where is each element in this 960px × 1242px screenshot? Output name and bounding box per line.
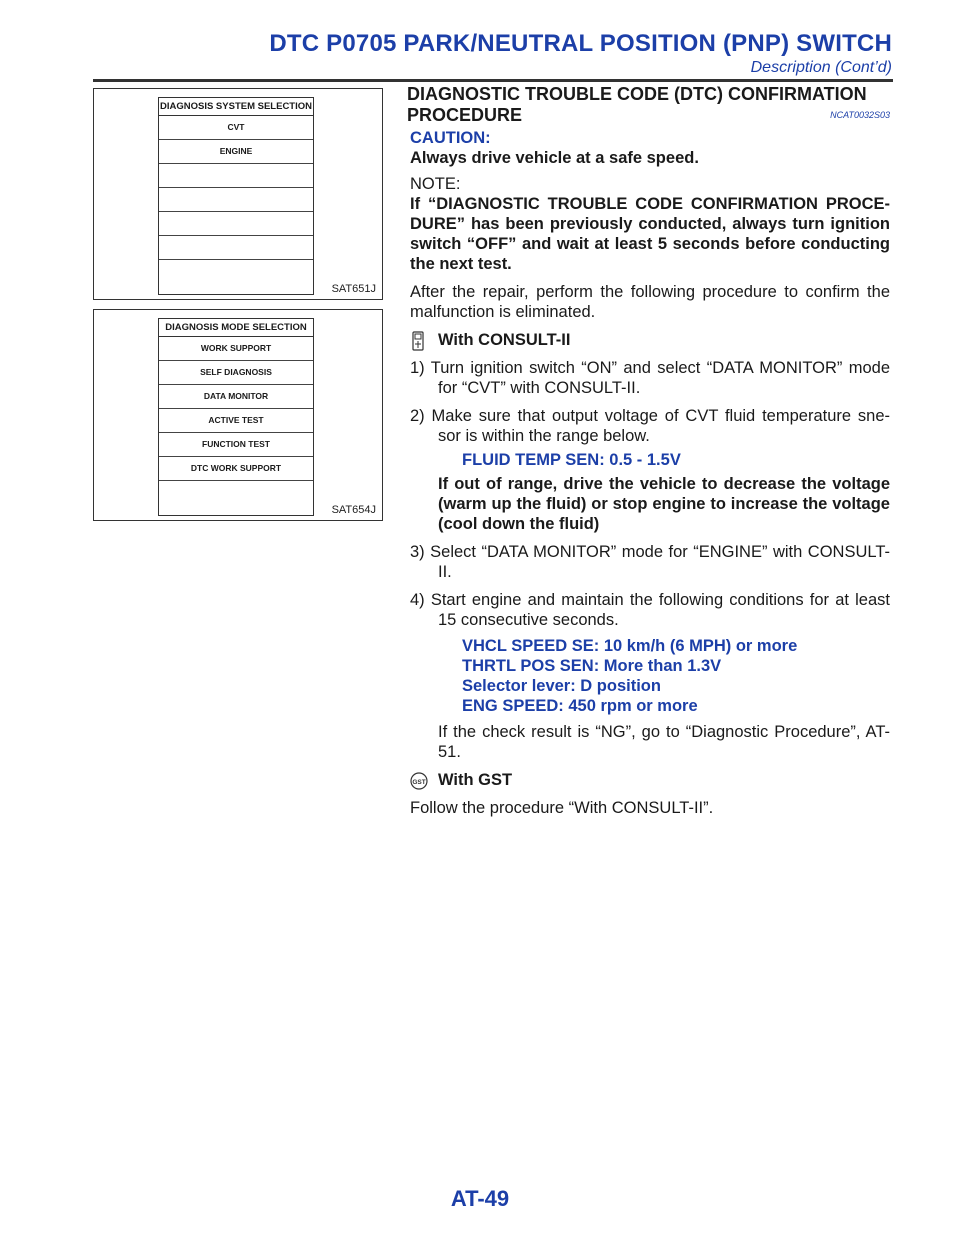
screen-row: CVT [159,116,313,140]
section-title: DTC P0705 PARK/NEUTRAL POSITION (PNP) SWITCH [269,30,892,57]
figure-diagnosis-system-selection [93,88,383,300]
screen-row: DATA MONITOR [159,385,313,409]
gst-icon [410,771,428,796]
gst-text: Follow the procedure “With CONSULT-II”. [410,799,714,817]
intro-paragraph: After the repair, perform the following procedure to confirm the malfunction is eliminated. [410,283,890,321]
condition-item: THRTL POS SEN: More than 1.3V [462,657,722,675]
step-3: 3) Select “DATA MONITOR” mode for “ENGINE” with CONSULT- II. [410,543,890,581]
svg-text:GST: GST [412,779,426,786]
screen-title: DIAGNOSIS MODE SELECTION [159,319,313,337]
screen-row [159,236,313,260]
screen-row [159,481,313,504]
procedure-content [407,84,890,818]
section-subtitle: Description (Cont’d) [750,59,892,76]
figure-caption: SAT651J [331,283,376,295]
condition-item: Selector lever: D position [462,677,661,695]
condition-item: VHCL SPEED SE: 10 km/h (6 MPH) or more [462,637,798,655]
note-text: If “DIAGNOSTIC TROUBLE CODE CONFIRMATION PROCE- DURE” has been previously conducted, always turn ignition switch “OFF” and wait at least 5 seconds before conducting the next test. [410,195,890,273]
screen-title: DIAGNOSIS SYSTEM SELECTION [159,98,313,116]
caution-label: CAUTION: [410,129,491,147]
note-label: NOTE: [410,175,461,193]
consult-screen [158,318,314,516]
screen-row [159,188,313,212]
spec-fluid-temp: FLUID TEMP SEN: 0.5 - 1.5V [462,451,681,469]
screen-row [159,260,313,283]
caution-text: Always drive vehicle at a safe speed. [410,149,699,167]
step-4: 4) Start engine and maintain the following conditions for at least 15 consecutive seconds. [410,591,890,629]
screen-row: ENGINE [159,140,313,164]
gst-mode-heading: GST With GST [410,770,890,790]
condition-item: ENG SPEED: 450 rpm or more [462,697,698,715]
procedure-heading: DIAGNOSTIC TROUBLE CODE (DTC) CONFIRMATION PROCEDURE NCAT0032S03 [407,84,890,125]
page-number: AT-49 [450,1186,510,1211]
header-rule [93,79,893,82]
consult-mode-heading: With CONSULT-II [410,330,890,350]
step-1: 1) Turn ignition switch “ON” and select “DATA MONITOR” mode for “CVT” with CONSULT-II. [410,359,890,397]
consult-screen [158,97,314,295]
screen-row: ACTIVE TEST [159,409,313,433]
screen-row: SELF DIAGNOSIS [159,361,313,385]
step-2-note: If out of range, drive the vehicle to decrease the voltage (warm up the fluid) or stop engine to increase the voltage (cool down the fluid) [438,475,890,533]
figure-caption: SAT654J [331,504,376,516]
screen-row [159,212,313,236]
screen-row: WORK SUPPORT [159,337,313,361]
figure-diagnosis-mode-selection [93,309,383,521]
screen-row: FUNCTION TEST [159,433,313,457]
check-result: If the check result is “NG”, go to “Diagnostic Procedure”, AT-51. [438,723,890,761]
reference-code: NCAT0032S03 [830,110,890,120]
screen-row [159,164,313,188]
consult-tester-icon [410,331,426,356]
step-2: 2) Make sure that output voltage of CVT fluid temperature sne- sor is within the range below. [410,407,890,445]
screen-row: DTC WORK SUPPORT [159,457,313,481]
page-header [269,30,892,78]
